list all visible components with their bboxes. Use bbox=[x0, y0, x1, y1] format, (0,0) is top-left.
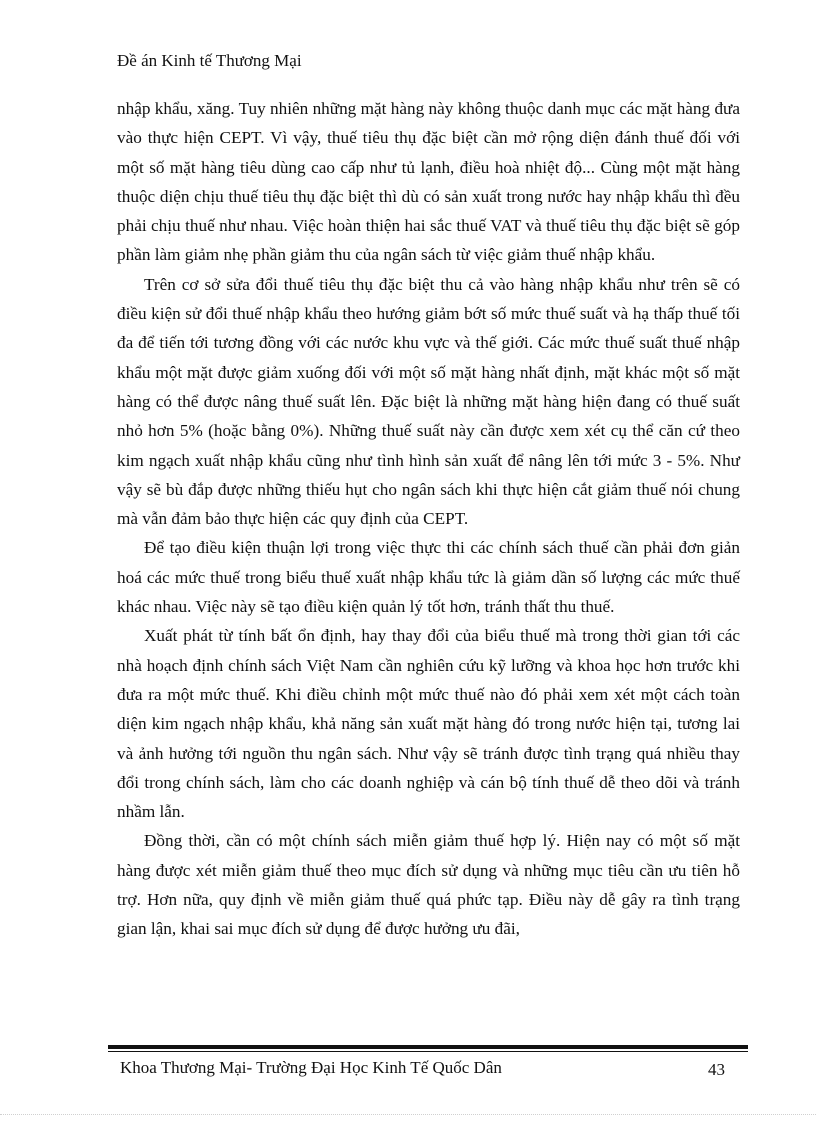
paragraph-1: nhập khẩu, xăng. Tuy nhiên những mặt hàng này không thuộc danh mục các mặt hàng đưa vào thực hiện CEPT. Vì vậy, thuế tiêu thụ đặc biệt cần mở rộng diện đánh thuế đối với một số mặt hàng tiêu dùng cao cấp như tủ lạnh, điều hoà nhiệt độ... Cùng một mặt hàng thuộc diện chịu thuế tiêu thụ đặc biệt thì dù có sản xuất trong nước hay nhập khẩu thì đều phải chịu thuế như nhau. Việc hoàn thiện hai sắc thuế VAT và thuế tiêu thụ đặc biệt sẽ góp phần làm giảm nhẹ phần giảm thu của ngân sách từ việc giảm thuế nhập khẩu. bbox=[117, 99, 740, 265]
paragraph-2: Trên cơ sở sửa đổi thuế tiêu thụ đặc biệt thu cả vào hàng nhập khẩu như trên sẽ có điều kiện sử đổi thuế nhập khẩu theo hướng giảm bớt số mức thuế suất và hạ thấp thuế tối đa để tiến tới tương đồng với các nước khu vực và thế giới. Các mức thuế suất thuế nhập khẩu một mặt được giảm xuống đối với một số mặt hàng nhất định, mặt khác một số mặt hàng có thể được nâng thuế suất lên. Đặc biệt là những mặt hàng hiện đang có thuế suất nhỏ hơn 5% (hoặc bằng 0%). Những thuế suất này cần được xem xét cụ thể căn cứ theo kim ngạch xuất nhập khẩu cũng như tình hình sản xuất để nâng lên tới mức 3 - 5%. Như vậy sẽ bù đắp được những thiếu hụt cho ngân sách khi thực hiện cắt giảm thuế nói chung mà vẫn đảm bảo thực hiện các quy định của CEPT. bbox=[117, 274, 740, 529]
footer-rule-thin bbox=[108, 1051, 748, 1052]
body-text bbox=[117, 94, 740, 944]
page-edge-divider bbox=[0, 1114, 816, 1115]
paragraph-4: Xuất phát từ tính bất ổn định, hay thay đổi của biểu thuế mà trong thời gian tới các nhà hoạch định chính sách Việt Nam cần nghiên cứu kỹ lưỡng và khoa học hơn trước khi đưa ra một mức thuế. Khi điều chỉnh một mức thuế nào đó phải xem xét một cách toàn diện kim ngạch nhập khẩu, khả năng sản xuất mặt hàng đó trong nước hiện tại, tương lai và ảnh hưởng tới nguồn thu ngân sách. Như vậy sẽ tránh được tình trạng quá nhiều thay đổi trong chính sách, làm cho các doanh nghiệp và cán bộ tính thuế dễ theo dõi và tránh nhầm lẫn. bbox=[117, 626, 740, 822]
footer-rule-thick bbox=[108, 1045, 748, 1049]
page-number: 43 bbox=[708, 1060, 725, 1079]
paragraph-3: Để tạo điều kiện thuận lợi trong việc thực thi các chính sách thuế cần phải đơn giản hoá các mức thuế trong biểu thuế xuất nhập khẩu tức là giảm dần số lượng các mức thuế khác nhau. Việc này sẽ tạo điều kiện quản lý tốt hơn, tránh thất thu thuế. bbox=[117, 538, 740, 617]
running-header: Đề án Kinh tế Thương Mại bbox=[117, 51, 302, 70]
paragraph-5: Đồng thời, cần có một chính sách miễn giảm thuế hợp lý. Hiện nay có một số mặt hàng được xét miễn giảm thuế theo mục đích sử dụng và những mục tiêu cần ưu tiên hỗ trợ. Hơn nữa, quy định về miễn giảm thuế quá phức tạp. Điều này dễ gây ra tình trạng gian lận, khai sai mục đích sử dụng để được hưởng ưu đãi, bbox=[117, 831, 740, 939]
footer-institution: Khoa Thương Mại- Trường Đại Học Kinh Tế Quốc Dân bbox=[120, 1058, 502, 1077]
